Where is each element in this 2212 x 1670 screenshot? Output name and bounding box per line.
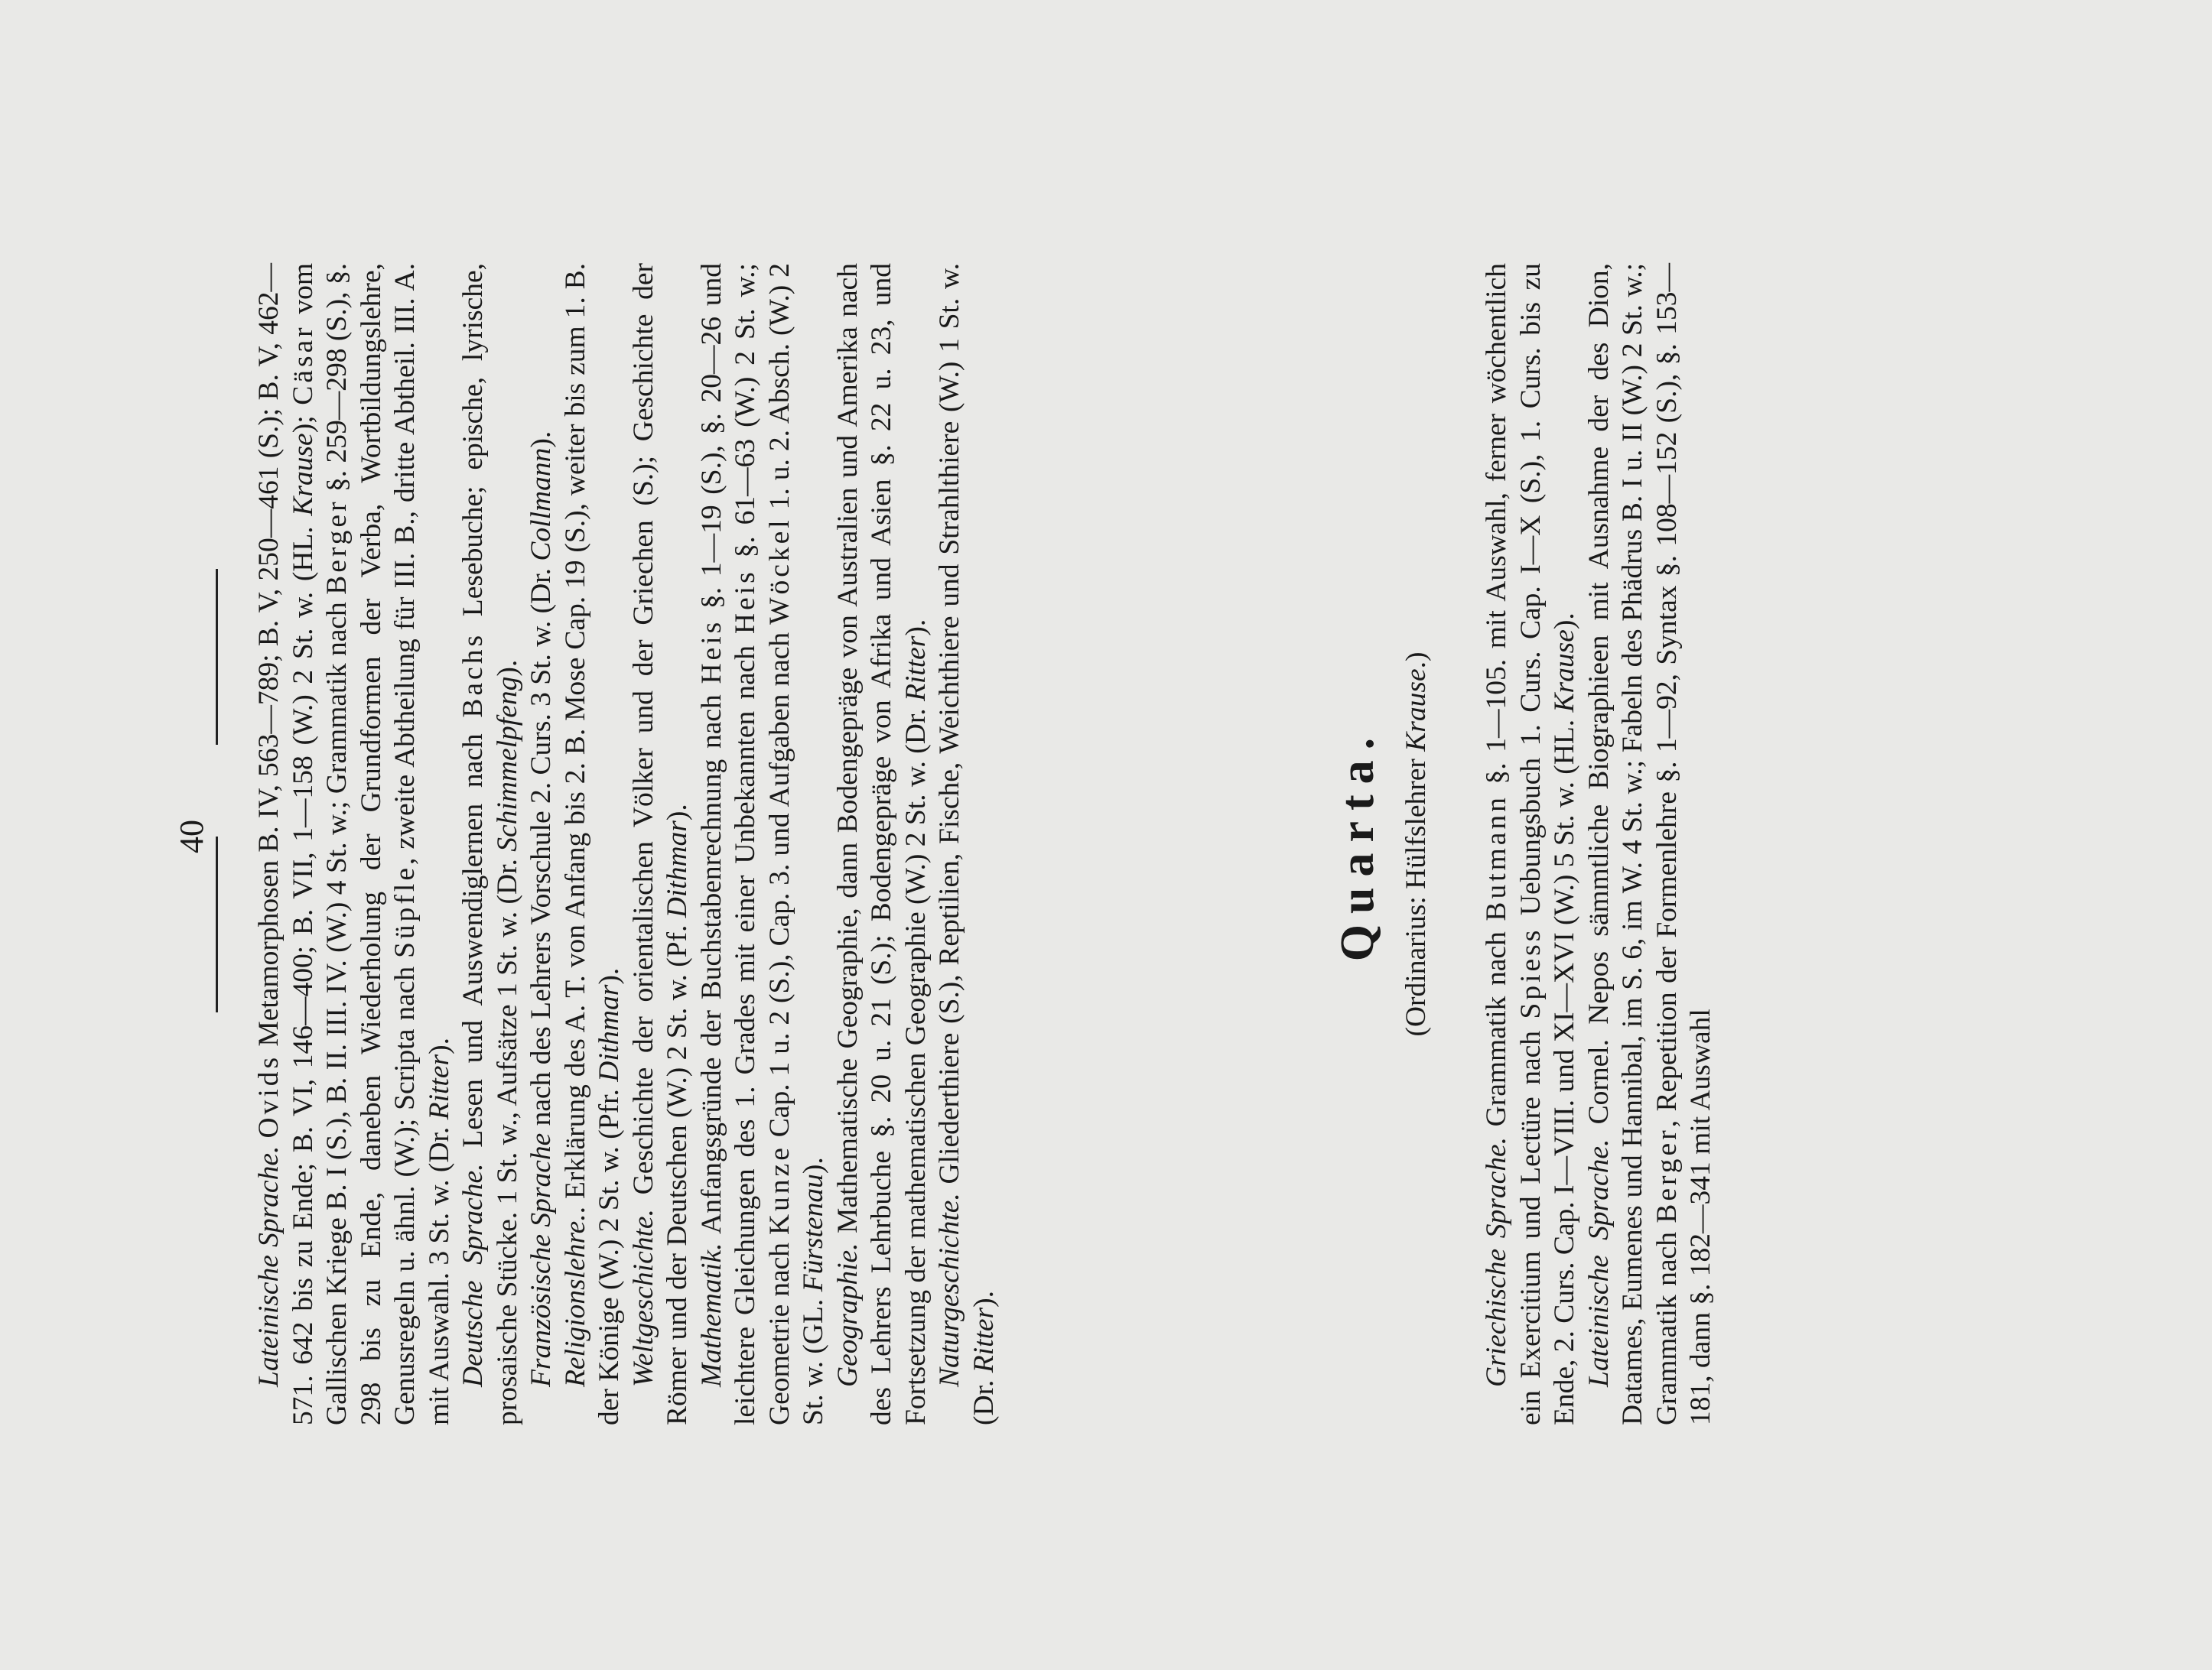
- paragraph-deutsch: [457, 263, 525, 1425]
- italic-name: Ritter: [423, 1054, 455, 1120]
- text-run: Geschichte der orientalischen Völker und der Griechen (S.); Geschichte der Römer und der Deutschen (W.) 2 St. w. (Pf.: [627, 263, 693, 1425]
- text-run: ).: [798, 1157, 829, 1175]
- subject-label: Lateinische Sprache.: [253, 1145, 285, 1387]
- text-run: ).: [423, 1038, 455, 1054]
- italic-name: Krause: [1400, 668, 1432, 752]
- subject-label: Weltgeschichte.: [627, 1209, 659, 1387]
- text-run: . Erklärung des A. T. von Anfang bis 2. B. Mose Cap. 19 (S.), weiter bis zum 1. B. der Könige (W.) 2 St. w. (Pfr.: [559, 263, 625, 1425]
- paragraph-natur: [933, 263, 1001, 1425]
- italic-name: Collmann: [525, 447, 557, 561]
- tertia-curriculum: [252, 263, 1001, 1425]
- paragraph-griech: [1480, 263, 1583, 1425]
- text-run: Lesebuche; epische, lyrische, prosaische Stücke. 1 St. w., Aufsätze 1 St. w. (Dr.: [457, 263, 523, 1425]
- spaced-name: Ovids: [253, 1054, 285, 1139]
- text-run: Gliederthiere (S.), Reptilien, Fische, Weichthiere und Strahlthiere (W.) 1 St. w. (Dr.: [934, 263, 1000, 1425]
- spaced-name: Berger: [321, 499, 353, 595]
- text-run: Metamorphosen B. IV, 563—789; B. V, 250—461 (S.); B. V, 462—571. 642 bis zu Ende; B. VI, 146—400; B. VII, 1—158 (W.) 2 St. w. (HL.: [253, 262, 319, 1425]
- text-run: Uebungsbuch 1. Curs. Cap. I—X (S.), 1. Curs. bis zu Ende, 2. Curs. Cap. I—VIII. und XI—XVI (W.) 5 St. w. (HL.: [1514, 263, 1580, 1425]
- text-run: ).: [491, 659, 523, 677]
- subject-label: Griechische Sprache.: [1481, 1136, 1512, 1387]
- italic-name: Dithmar: [594, 984, 625, 1082]
- italic-name: Dithmar: [662, 820, 693, 918]
- text-run: §. 259—298 (S.), §. 298 bis zu Ende, daneben Wiederholung der Grundformen der Verba, Wortbildungslehre, Genusregeln u. ähnl. (W.); Scripta nach: [321, 263, 421, 1425]
- text-run: ).: [968, 1290, 1000, 1308]
- text-run: .): [1400, 651, 1432, 669]
- paragraph-math: [695, 263, 831, 1425]
- folio-rule-right: [216, 569, 218, 745]
- text-run: vom Gallischen Kriege B. I (S.), B. II. III. IV. (W.) 4 St. w.; Grammatik nach: [287, 262, 353, 1425]
- text-run: );: [287, 405, 319, 434]
- paragraph-geo: [831, 263, 934, 1425]
- subject-label: Naturgeschichte.: [934, 1193, 965, 1387]
- text-run: ).: [899, 619, 932, 636]
- text-run: Mathematische Geographie, dann Bodengepräge von Australien und Amerika nach des Lehrers Lehrbuche §. 20 u. 21 (S.); Bodengepräge von Afrika und Asien §. 22 u. 23, und Fortsetzung der mathematischen Geographie (W.) 2 St. w. (Dr.: [831, 263, 932, 1425]
- subject-label: Französische Sprache: [525, 1132, 557, 1387]
- subject-label: Religionslehre.: [559, 1214, 591, 1387]
- paragraph-franz: [525, 263, 559, 1425]
- paragraph-latein2: [1583, 263, 1719, 1425]
- text-run: 1. u. 2. Absch. (W.) 2 St. w. (GL.: [763, 263, 829, 1425]
- italic-name: Ritter: [899, 635, 932, 701]
- paragraph-welt: [627, 263, 695, 1425]
- spaced-name: Süpfle: [389, 865, 421, 958]
- text-run: Cap. 1 u. 2 (S.), Cap. 3. und Aufgaben nach: [763, 624, 795, 1145]
- text-run: (Ordinarius: Hülfslehrer: [1400, 751, 1432, 1037]
- text-run: nach des Lehrers Vorschule 2. Curs. 3 St. w. (Dr.: [525, 560, 557, 1133]
- quarta-curriculum: [1480, 263, 1719, 1425]
- text-run: Grammatik nach: [1481, 921, 1512, 1137]
- text-run: Lesen und Auswendiglernen nach: [457, 717, 489, 1164]
- italic-name: Krause: [1549, 629, 1580, 713]
- text-run: [253, 1138, 285, 1145]
- text-run: §. 61—63 (W.) 2 St. w.; Geometrie nach: [730, 263, 795, 1425]
- text-run: ).: [662, 804, 693, 821]
- paragraph-relig: [559, 263, 627, 1425]
- spaced-name: Heis: [695, 619, 727, 684]
- text-run: , Repetition der Formenlehre §. 1—92, Syntax §. 108—152 (S.), §. 153—181, dann §. 182—341 mit Auswahl: [1651, 263, 1716, 1425]
- paragraph-latein: [252, 263, 457, 1425]
- text-run: Cornel. Nepos sämmtliche Biographieen mit Ausnahme der des Dion, Datames, Eumenes und Hannibal, im S. 6, im W. 4 St. w.; Fabeln des Phädrus B. I u. II (W.) 2 St. w.; Grammatik nach: [1583, 263, 1683, 1425]
- italic-name: Fürstenau: [798, 1174, 829, 1292]
- text-run: ).: [525, 430, 557, 448]
- spaced-name: Kunze: [763, 1145, 795, 1236]
- ordinarius-line: [1400, 263, 1433, 1425]
- text-run: §. 1—19 (S.), §. 20—26 und leichtere Gleichungen des 1. Grades mit einer Unbekannten nach: [695, 263, 761, 1425]
- subject-label: Lateinische Sprache.: [1583, 1139, 1615, 1387]
- text-run: ).: [1549, 612, 1580, 630]
- page-number: 40: [173, 820, 210, 853]
- spaced-name: Wöckel: [763, 517, 795, 625]
- spaced-name: Spiess: [1514, 927, 1547, 1019]
- subject-label: Mathematik.: [695, 1243, 727, 1387]
- text-run: Anfangsgründe der Buchstabenrechnung nach: [695, 684, 727, 1243]
- spaced-name: Heis: [730, 569, 761, 635]
- spaced-name: Cäsar: [287, 324, 319, 405]
- spaced-name: Bachs: [457, 632, 489, 718]
- italic-name: Krause: [287, 433, 319, 516]
- subject-label: Geographie.: [831, 1243, 864, 1387]
- text-run: §. 1—105. mit Auswahl, ferner wöchentlich ein Exercitium und Lectüre nach: [1481, 263, 1547, 1425]
- text-run: ).: [594, 967, 625, 985]
- text-run: , zweite Abtheilung für III. B., dritte Abtheil. III. A. mit Auswahl. 3 St. w. (Dr.: [389, 262, 455, 1425]
- section-heading-quarta: Quarta.: [1332, 726, 1384, 962]
- folio-rule-left: [216, 837, 218, 1012]
- subject-label: Deutsche Sprache.: [457, 1163, 489, 1387]
- italic-name: Schimmelpfeng: [491, 676, 523, 852]
- spaced-name: Berger: [1651, 1127, 1683, 1223]
- italic-name: Ritter: [968, 1307, 1000, 1373]
- spaced-name: Butmann: [1481, 794, 1512, 921]
